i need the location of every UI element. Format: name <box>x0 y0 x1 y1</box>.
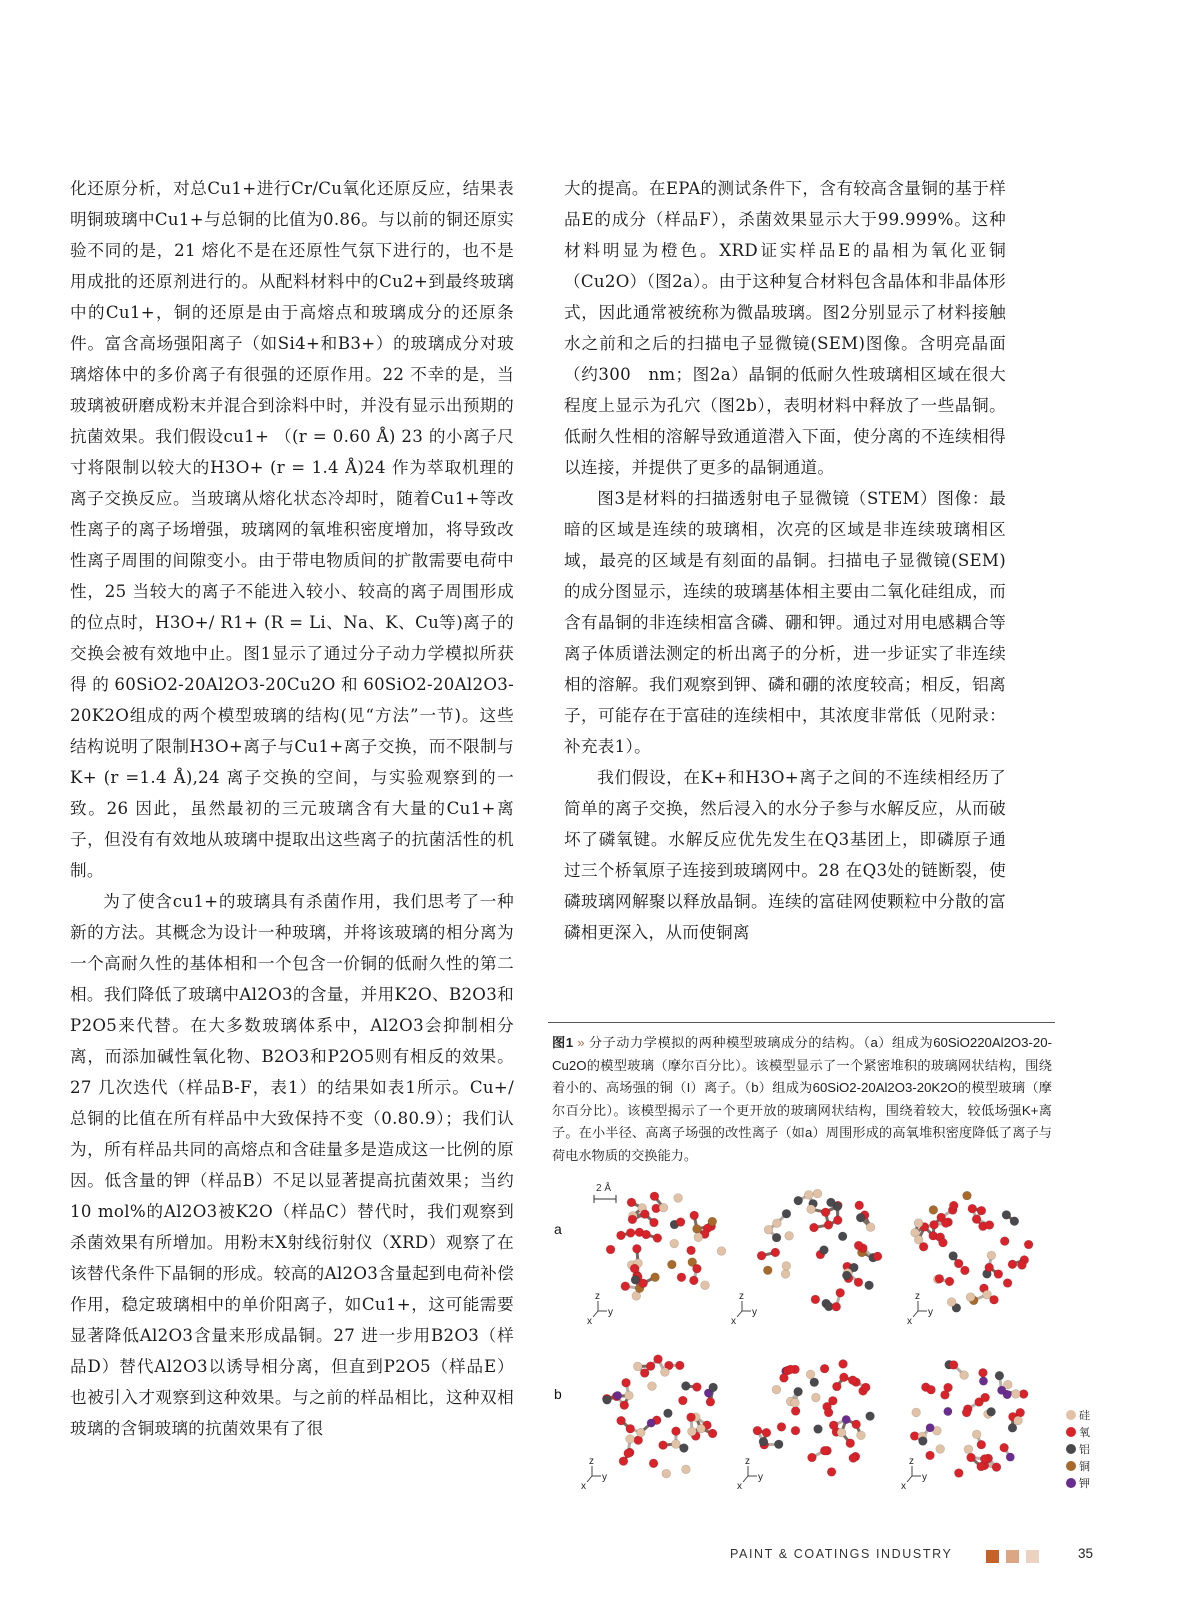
atom <box>914 1219 923 1228</box>
atom <box>912 1408 921 1417</box>
atom <box>832 1382 841 1391</box>
atom <box>972 1430 981 1439</box>
atom <box>640 1210 649 1219</box>
atom <box>949 1361 958 1370</box>
atom <box>1000 1237 1009 1246</box>
molecule-models <box>602 1189 1033 1478</box>
atom <box>941 1219 950 1228</box>
atom <box>813 1189 822 1198</box>
atom <box>967 1453 976 1462</box>
atom <box>694 1233 703 1242</box>
atom <box>824 1408 833 1417</box>
atom <box>777 1422 786 1431</box>
atom <box>849 1454 858 1463</box>
atom <box>772 1385 781 1394</box>
atom <box>662 1469 671 1478</box>
atom <box>954 1469 963 1478</box>
atom <box>667 1260 676 1269</box>
atom <box>651 1273 660 1282</box>
atom <box>926 1451 935 1460</box>
atom <box>659 1441 668 1450</box>
atom <box>664 1409 673 1418</box>
atom <box>693 1264 702 1273</box>
atom <box>820 1246 829 1255</box>
atom <box>682 1465 691 1474</box>
atom <box>977 1440 986 1449</box>
axis-indicator <box>901 1456 927 1492</box>
atom <box>839 1373 848 1382</box>
footer-square-icon <box>986 1550 999 1563</box>
atom <box>927 1385 936 1394</box>
axis-label: y <box>758 1472 763 1483</box>
atom <box>811 1295 820 1304</box>
atom <box>603 1395 612 1404</box>
paragraph: 图3是材料的扫描透射电子显微镜（STEM）图像：最暗的区域是连续的玻璃相，次亮的区域是非连续玻璃相区域，最亮的区域是有刻面的晶铜。扫描电子显微镜(SEM)的成分图显示，连续的玻璃基体相主要由二氧化硅组成，而含有晶铜的非连续相富含磷、硼和钾。通过对用电感耦合等离子体质谱法测定的析出离子的分析，进一步证实了非连续相的溶解。我们观察到钾、磷和硼的浓度较高；相反，铝离子，可能存在于富硅的连续相中，其浓度非常低（见附录：补充表1）。 <box>564 489 1006 756</box>
axis-label: z <box>745 1456 750 1467</box>
atom <box>626 1424 635 1433</box>
atom <box>709 1383 718 1392</box>
atom <box>794 1196 803 1205</box>
axis-label: y <box>608 1307 613 1318</box>
legend-swatch <box>1066 1461 1076 1471</box>
atom <box>633 1362 642 1371</box>
atom <box>617 1231 626 1240</box>
atom <box>854 1241 863 1250</box>
atom <box>1019 1390 1028 1399</box>
atom <box>936 1445 945 1454</box>
atom <box>854 1278 863 1287</box>
atom <box>954 1259 963 1268</box>
atom <box>687 1246 696 1255</box>
scale-bar-label: 2 Å <box>596 1183 612 1194</box>
atom <box>977 1206 986 1215</box>
atom <box>624 1449 633 1458</box>
molecule-model <box>757 1189 882 1311</box>
atom <box>620 1401 629 1410</box>
atom <box>675 1361 684 1370</box>
axis-label: x <box>907 1316 912 1327</box>
atom <box>639 1279 648 1288</box>
atom <box>693 1383 702 1392</box>
axis-indicators <box>581 1291 933 1492</box>
atom <box>640 1369 649 1378</box>
atom <box>630 1264 639 1273</box>
atom <box>866 1412 875 1421</box>
axis-label: y <box>752 1307 757 1318</box>
atom <box>627 1198 636 1207</box>
atom <box>963 1191 972 1200</box>
atom <box>865 1281 874 1290</box>
footer-square-icon <box>1026 1550 1039 1563</box>
atom <box>1008 1423 1017 1432</box>
legend-label: 铝 <box>1079 1443 1090 1456</box>
molecule-model <box>606 1192 726 1300</box>
axis-indicator <box>907 1291 933 1327</box>
atom <box>708 1217 717 1226</box>
atom <box>829 1421 838 1430</box>
atom <box>690 1211 699 1220</box>
atom <box>648 1382 657 1391</box>
atom <box>960 1266 969 1275</box>
atom <box>622 1378 631 1387</box>
atom <box>846 1439 855 1448</box>
atom <box>995 1371 1004 1380</box>
atom <box>764 1225 773 1234</box>
atom <box>771 1248 780 1257</box>
atom <box>807 1205 816 1214</box>
legend-swatch <box>1066 1478 1076 1488</box>
atom <box>772 1233 781 1242</box>
legend-label: 钾 <box>1079 1477 1090 1490</box>
atom <box>672 1427 681 1436</box>
atom <box>689 1276 698 1285</box>
atom <box>980 1454 989 1463</box>
axis-indicator <box>587 1291 613 1327</box>
atom <box>810 1223 819 1232</box>
atom <box>939 1238 948 1247</box>
atom <box>1006 1453 1014 1461</box>
atom <box>968 1204 977 1213</box>
atom <box>820 1446 829 1455</box>
axis-label: x <box>737 1481 742 1492</box>
atom <box>678 1396 687 1405</box>
atom <box>621 1282 630 1291</box>
atom <box>647 1419 655 1427</box>
atom <box>926 1424 934 1432</box>
atom <box>964 1445 973 1454</box>
atom <box>706 1397 715 1406</box>
atom <box>780 1374 789 1383</box>
atom <box>987 1251 996 1260</box>
atom <box>670 1239 679 1248</box>
atom <box>992 1463 1001 1472</box>
atom <box>866 1223 875 1232</box>
axis-label: z <box>909 1456 914 1467</box>
atom <box>1016 1408 1025 1417</box>
paragraph: 我们假设，在K+和H3O+离子之间的不连续相经历了简单的离子交换，然后浸入的水分子参与水解反应，从而破坏了磷氧键。水解反应优先发生在Q3基团上，即磷原子通过三个桥氧原子连接到玻璃网中。28 在Q3处的链断裂，使磷玻璃网解聚以释放晶铜。连续的富硅网使颗粒中分散的富磷相更深入，从而使铜离 <box>564 768 1006 942</box>
atom <box>981 1393 990 1402</box>
left-column <box>70 173 514 1444</box>
atom <box>994 1270 1003 1279</box>
atom <box>960 1371 969 1380</box>
atom <box>985 1263 994 1272</box>
atom <box>985 1221 994 1230</box>
atom <box>642 1230 651 1239</box>
atom <box>837 1428 846 1437</box>
atom <box>653 1234 662 1243</box>
atom <box>671 1440 680 1449</box>
atom <box>753 1426 762 1435</box>
axis-label: y <box>602 1472 607 1483</box>
molecule-model <box>753 1360 874 1477</box>
atom <box>617 1416 626 1425</box>
axis-indicator <box>581 1456 607 1492</box>
figure-caption <box>552 1032 1052 1167</box>
atom <box>821 1208 830 1217</box>
atom <box>782 1209 791 1218</box>
atom <box>824 1221 833 1230</box>
caption-text: 分子动力学模拟的两种模型玻璃成分的结构。（a）组成为60SiO220Al2O3-20-Cu2O的模型玻璃（摩尔百分比）。该模型显示了一个紧密堆积的玻璃网状结构，围绕着小的、高场强的铜（I）离子。（b）组成为60SiO2-20Al2O3-20K2O的模型玻璃（摩尔百分比）。该模型揭示了一个更开放的玻璃网状结构，围绕着较大，较低场强K+离子。在小半径、高离子场强的改性离子（如a）周围形成的高氧堆积密度降低了离子与荷电水物质的交换能力。 <box>552 1035 1052 1163</box>
paragraph: 大的提高。在EPA的测试条件下，含有较高含量铜的基于样品E的成分（样品F），杀菌效果显示大于99.999%。这种材料明显为橙色。XRD证实样品E的晶相为氧化亚铜（Cu2O）（图2a）。由于这种复合材料包含晶体和非晶体形式，因此通常被统称为微晶玻璃。图2分别显示了材料接触水之前和之后的扫描电子显微镜(SEM)图像。含明亮晶面（约300 nm；图2a）晶铜的低耐久性玻璃相区域在很大程度上显示为孔穴（图2b），表明材料中释放了一些晶铜。低耐久性相的溶解导致通道潜入下面，使分离的不连续相得以连接，并提供了更多的晶铜通道。 <box>564 179 1006 477</box>
axis-indicator <box>737 1456 763 1492</box>
figure-label: 图1 <box>552 1035 574 1050</box>
atom <box>832 1302 841 1311</box>
atom <box>827 1198 836 1207</box>
atom <box>842 1415 850 1423</box>
atom <box>839 1360 848 1369</box>
atom <box>1010 1217 1019 1226</box>
axis-label: x <box>731 1316 736 1327</box>
atom <box>693 1225 702 1234</box>
atom <box>808 1453 817 1462</box>
atom <box>786 1365 795 1374</box>
atom <box>935 1274 944 1283</box>
atom <box>785 1231 794 1240</box>
atom <box>762 1428 771 1437</box>
atom <box>674 1194 683 1203</box>
atom <box>659 1203 668 1212</box>
atom <box>624 1391 633 1400</box>
atom <box>1000 1443 1009 1452</box>
axis-label: z <box>739 1291 744 1302</box>
atom <box>649 1459 658 1468</box>
atom <box>820 1364 829 1373</box>
axis-label: y <box>922 1472 927 1483</box>
atom <box>650 1192 659 1201</box>
atom <box>972 1215 981 1224</box>
atom <box>861 1383 870 1392</box>
axis-label: z <box>589 1456 594 1467</box>
atom <box>949 1201 958 1210</box>
atom <box>990 1295 999 1304</box>
journal-name: PAINT & COATINGS INDUSTRY <box>730 1547 953 1561</box>
atom <box>606 1245 615 1254</box>
atom <box>636 1428 645 1437</box>
molecule-model <box>602 1355 717 1478</box>
atom <box>701 1281 710 1290</box>
atom <box>619 1457 628 1466</box>
atom <box>1018 1261 1027 1270</box>
atom <box>873 1252 882 1261</box>
atom <box>941 1391 950 1400</box>
atom <box>650 1218 659 1227</box>
atom <box>791 1398 800 1407</box>
atom <box>918 1437 927 1446</box>
atom <box>833 1216 842 1225</box>
row-label-a: a <box>554 1221 562 1237</box>
right-column <box>564 173 1006 948</box>
axis-label: z <box>595 1291 600 1302</box>
atom <box>919 1242 928 1251</box>
atom <box>677 1273 686 1282</box>
atom <box>688 1427 697 1436</box>
atom <box>930 1220 939 1229</box>
atom <box>856 1213 865 1222</box>
caption-separator: » <box>577 1035 585 1050</box>
page-footer <box>730 1545 1130 1569</box>
atom <box>631 1275 640 1284</box>
axis-indicator <box>731 1291 757 1327</box>
atom <box>708 1429 717 1438</box>
atom <box>949 1252 958 1261</box>
atom <box>632 1244 641 1253</box>
atom <box>979 1377 987 1385</box>
paragraph: 为了使含cu1+的玻璃具有杀菌作用，我们思考了一种新的方法。其概念为设计一种玻璃，并将该玻璃的相分离为一个高耐久性的基体相和一个包含一价铜的低耐久性的第二相。我们降低了玻璃中Al2O3的含量，并用K2O、B2O3和P2O5来代替。在大多数玻璃体系中，Al2O3会抑制相分离，而添加碱性氧化物、B2O3和P2O5则有相反的效果。27 几次迭代（样品B-F，表1）的结果如表1所示。Cu+/总铜的比值在所有样品中大致保持不变（0.80.9）；我们认为，所有样品共同的高熔点和含硅量多是造成这一比例的原因。低含量的钾（样品B）不足以显著提高抗菌效果；当约10 mol%的Al2O3被K2O（样品C）替代时，我们观察到杀菌效果有所增加。用粉末X射线衍射仪（XRD）观察了在该替代条件下晶铜的形成。较高的Al2O3含量起到电荷补偿作用，稳定玻璃相中的单价阳离子，如Cu1+，这可能需要显著降低Al2O3含量来形成晶铜。27 进一步用B2O3（样品D）替代Al2O3以诱导相分离，但直到P2O5（样品E）也被引入才观察到这种效果。与之前的样品相比，这种双相玻璃的含铜玻璃的抗菌效果有了很 <box>70 892 514 1438</box>
legend-label: 氧 <box>1079 1426 1090 1439</box>
atom <box>791 1426 800 1435</box>
molecule-model <box>910 1360 1028 1477</box>
atom <box>997 1386 1005 1394</box>
atom <box>654 1355 663 1364</box>
atom <box>966 1293 975 1302</box>
atom <box>947 1298 956 1307</box>
atom <box>717 1247 726 1256</box>
atom <box>827 1468 836 1477</box>
atom <box>804 1190 813 1199</box>
atom <box>759 1437 768 1446</box>
atom <box>626 1228 635 1237</box>
axis-label: x <box>901 1481 906 1492</box>
atom <box>962 1408 971 1417</box>
scale-bar <box>594 1181 616 1203</box>
atom <box>781 1270 790 1279</box>
axis-label: x <box>587 1316 592 1327</box>
atom <box>945 1277 954 1286</box>
atom <box>757 1251 766 1260</box>
axis-label: x <box>581 1481 586 1492</box>
atom <box>857 1431 866 1440</box>
axis-label: z <box>915 1291 920 1302</box>
atom <box>855 1201 864 1210</box>
element-legend <box>1066 1409 1090 1490</box>
atom <box>628 1215 637 1224</box>
row-label-b: b <box>554 1386 562 1402</box>
atom <box>1002 1210 1011 1219</box>
atom <box>773 1219 782 1228</box>
atom <box>774 1440 783 1449</box>
atom <box>838 1232 847 1241</box>
legend-swatch <box>1066 1444 1076 1454</box>
atom <box>681 1382 690 1391</box>
atom <box>626 1435 635 1444</box>
legend-swatch <box>1066 1410 1076 1420</box>
atom <box>763 1266 772 1275</box>
atom <box>828 1396 837 1405</box>
atom <box>1011 1390 1020 1399</box>
atom <box>676 1218 685 1227</box>
molecular-structure-figure <box>552 1181 1092 1521</box>
atom <box>697 1424 706 1433</box>
atom <box>979 1368 988 1377</box>
atom <box>806 1370 815 1379</box>
legend-label: 铜 <box>1079 1460 1090 1473</box>
legend-swatch <box>1066 1427 1076 1437</box>
atom <box>814 1425 823 1434</box>
atom <box>794 1387 803 1396</box>
page-number: 35 <box>1078 1546 1094 1561</box>
atom <box>613 1391 621 1399</box>
atom <box>646 1362 655 1371</box>
atom <box>848 1376 857 1385</box>
atom <box>1024 1240 1033 1249</box>
atom <box>836 1288 845 1297</box>
atom <box>1003 1279 1012 1288</box>
footer-square-icon <box>1006 1550 1019 1563</box>
legend-label: 硅 <box>1079 1409 1090 1422</box>
molecule-model <box>911 1191 1033 1312</box>
figure-divider <box>548 1022 1055 1023</box>
axis-label: y <box>928 1307 933 1318</box>
atom <box>791 1407 800 1416</box>
atom <box>1014 1416 1023 1425</box>
atom <box>782 1262 791 1271</box>
atom <box>680 1444 689 1453</box>
atom <box>929 1206 938 1215</box>
atom <box>687 1413 696 1422</box>
atom <box>810 1378 819 1387</box>
atom <box>811 1393 820 1402</box>
paragraph: 化还原分析，对总Cu1+进行Cr/Cu氧化还原反应，结果表明铜玻璃中Cu1+与总铜的比值为0.86。与以前的铜还原实验不同的是，21 熔化不是在还原性气氛下进行的，也不是用成批的还原剂进行的。从配料材料中的Cu2+到最终玻璃中的Cu1+，铜的还原是由于高熔点和玻璃成分的还原条件。富含高场强阳离子（如Si4+和B3+）的玻璃成分对玻璃熔体中的多价离子有很强的还原作用。22 不幸的是，当玻璃被研磨成粉末并混合到涂料中时，并没有显示出预期的抗菌效果。我们假设cu1+ （(r = 0.60 Å) 23 的小离子尺寸将限制以较大的H3O+ (r = 1.4 Å)24 作为萃取机理的离子交换反应。当玻璃从熔化状态冷却时，随着Cu1+等改性离子的离子场增强，玻璃网的氧堆积密度增加，将导致改性离子周围的间隙变小。由于带电物质间的扩散需要电荷中性，25 当较大的离子不能进入较小、较高的离子周围形成的位点时，H3O+/ R1+ (R = Li、Na、K、Cu等)离子的交换会被有效地中止。图1显示了通过分子动力学模拟所获得的60SiO2-20Al2O3-20Cu2O和60SiO2-20Al2O3-20K2O组成的两个模型玻璃的结构(见“方法”一节)。这些结构说明了限制H3O+离子与Cu1+离子交换，而不限制与 K+ (r =1.4 Å),24 离子交换的空间，与实验观察到的一致。26 因此，虽然最初的三元玻璃含有大量的Cu1+离子，但没有有效地从玻璃中提取出这些离子的抗菌活性的机制。 <box>70 179 514 880</box>
atom <box>1008 1260 1017 1269</box>
atom <box>944 1407 952 1415</box>
atom <box>852 1420 861 1429</box>
atom <box>661 1368 670 1377</box>
atom <box>987 1407 996 1416</box>
atom <box>842 1271 851 1280</box>
